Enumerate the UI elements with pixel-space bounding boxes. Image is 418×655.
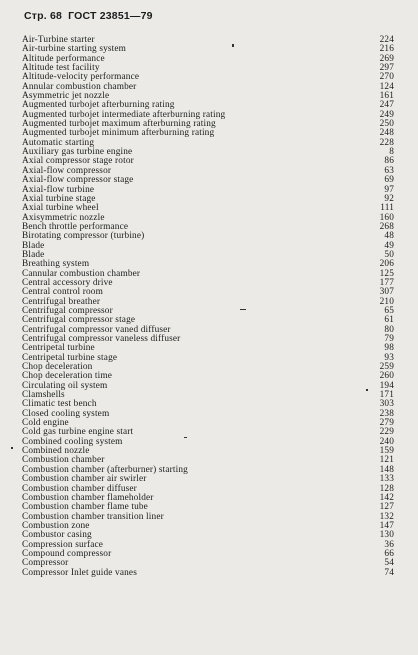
index-term: Cold gas turbine engine start — [22, 427, 134, 438]
index-page-number: 229 — [379, 427, 394, 438]
index-term: Augmented turbojet minimum afterburning rating — [22, 128, 215, 139]
index-page-number: 121 — [379, 455, 394, 466]
index-term: Circulating oil system — [22, 380, 108, 391]
index-term: Combustor casing — [22, 530, 92, 541]
index-page-number: 142 — [379, 492, 394, 503]
index-page-number: 161 — [379, 91, 394, 102]
index-term: Altitude-velocity performance — [22, 72, 140, 83]
index-term: Centrifugal compressor vaned diffuser — [22, 324, 171, 335]
index-term: Bench throttle performance — [22, 221, 129, 232]
index-page-number: 224 — [379, 35, 394, 45]
index-page-number: 80 — [384, 324, 394, 335]
index-term: Centrifugal compressor — [22, 305, 113, 316]
index-term: Combustion chamber flame tube — [22, 502, 148, 513]
index-page-number: 133 — [379, 474, 394, 485]
index-term: Cold engine — [22, 418, 69, 429]
index-page-number: 36 — [384, 539, 394, 550]
index-page-number: 148 — [379, 464, 394, 475]
index-page-number: 63 — [384, 165, 394, 176]
index-term: Combined cooling system — [22, 436, 123, 447]
index-term: Combustion chamber (afterburner) starting — [22, 464, 188, 475]
index-page-number: 260 — [379, 371, 394, 382]
index-term: Blade — [22, 249, 45, 260]
index-term: Combustion chamber flameholder — [22, 492, 154, 503]
index-page-number: 160 — [379, 212, 394, 223]
index-term: Chop deceleration — [22, 362, 93, 373]
index-term: Altitude performance — [22, 53, 105, 64]
index-page-number: 74 — [384, 567, 394, 578]
index-term: Augmented turbojet maximum afterburning rating — [22, 119, 216, 130]
index-term: Combustion chamber diffuser — [22, 483, 137, 494]
index-page-number: 50 — [384, 249, 394, 260]
index-page-number: 259 — [379, 362, 394, 373]
index-term: Combined nozzle — [22, 446, 90, 457]
index-page-number: 130 — [379, 530, 394, 541]
term-index — [22, 36, 394, 578]
index-page-number: 65 — [384, 305, 394, 316]
index-term: Combustion chamber air swirler — [22, 474, 147, 485]
print-speck — [11, 447, 13, 449]
index-page-number: 8 — [389, 147, 394, 158]
index-term: Combustion zone — [22, 520, 90, 531]
index-page-number: 132 — [379, 511, 394, 522]
index-entry — [22, 569, 394, 578]
index-page-number: 297 — [379, 63, 394, 74]
page-number-label: Стр. 68 — [24, 10, 63, 22]
index-term: Axial-flow compressor stage — [22, 175, 134, 186]
index-page-number: 128 — [379, 483, 394, 494]
index-term: Blade — [22, 240, 45, 251]
print-speck — [232, 44, 234, 47]
index-term: Axial turbine wheel — [22, 203, 99, 214]
index-page-number: 125 — [379, 268, 394, 279]
print-speck — [184, 437, 187, 438]
print-speck — [366, 389, 368, 391]
index-term: Clamshells — [22, 390, 65, 401]
index-term: Birotating compressor (turbine) — [22, 231, 145, 242]
index-term: Closed cooling system — [22, 408, 110, 419]
index-page-number: 249 — [379, 109, 394, 120]
index-page-number: 49 — [384, 240, 394, 251]
index-term: Central accessory drive — [22, 277, 113, 288]
index-entry — [22, 550, 394, 559]
index-page-number: 92 — [384, 193, 394, 204]
index-page-number: 48 — [384, 231, 394, 242]
index-term: Compression surface — [22, 539, 104, 550]
index-entry — [22, 242, 394, 251]
index-term: Compressor — [22, 558, 69, 569]
index-term: Axial-flow compressor — [22, 165, 112, 176]
index-page-number: 177 — [379, 277, 394, 288]
index-page-number: 171 — [379, 390, 394, 401]
index-page-number: 69 — [384, 175, 394, 186]
index-page-number: 98 — [384, 343, 394, 354]
index-page-number: 238 — [379, 408, 394, 419]
index-term: Centrifugal compressor stage — [22, 315, 136, 326]
print-speck — [240, 309, 246, 310]
index-page-number: 79 — [384, 334, 394, 344]
index-page-number: 210 — [379, 296, 394, 307]
index-page-number: 147 — [379, 520, 394, 531]
index-page-number: 61 — [384, 315, 394, 326]
index-term: Air-Turbine starter — [22, 35, 95, 45]
index-page-number: 250 — [379, 119, 394, 130]
index-page-number: 127 — [379, 502, 394, 513]
index-term: Altitude test facility — [22, 63, 100, 74]
index-term: Centripetal turbine stage — [22, 352, 118, 363]
index-term: Asymmetric jet nozzle — [22, 91, 110, 102]
index-page-number: 93 — [384, 352, 394, 363]
index-entry — [22, 232, 394, 241]
index-term: Combustion chamber transition liner — [22, 511, 164, 522]
index-page-number: 124 — [379, 81, 394, 92]
index-page-number: 269 — [379, 53, 394, 64]
index-page-number: 159 — [379, 446, 394, 457]
index-term: Central control room — [22, 287, 103, 298]
index-term: Automatic starting — [22, 137, 95, 148]
index-entry — [22, 382, 394, 391]
index-page-number: 216 — [379, 44, 394, 55]
index-page-number: 268 — [379, 221, 394, 232]
index-page-number: 66 — [384, 548, 394, 559]
index-term: Annular combustion chamber — [22, 81, 137, 92]
standard-designation: ГОСТ 23851—79 — [68, 10, 153, 22]
index-page-number: 206 — [379, 259, 394, 270]
index-term: Auxiliary gas turbine engine — [22, 147, 133, 158]
index-page-number: 303 — [379, 399, 394, 410]
index-page-number: 279 — [379, 418, 394, 429]
index-term: Climatic test bench — [22, 399, 97, 410]
index-page-number: 228 — [379, 137, 394, 148]
index-term: Chop deceleration time — [22, 371, 113, 382]
index-page-number: 307 — [379, 287, 394, 298]
index-term: Axial turbine stage — [22, 193, 96, 204]
index-page-number: 97 — [384, 184, 394, 195]
index-term: Centrifugal breather — [22, 296, 101, 307]
index-term: Breathing system — [22, 259, 90, 270]
index-entry — [22, 410, 394, 419]
index-term: Air-turbine starting system — [22, 44, 127, 55]
index-term: Cannular combustion chamber — [22, 268, 141, 279]
index-term: Axisymmetric nozzle — [22, 212, 105, 223]
index-page-number: 54 — [384, 558, 394, 569]
index-term: Centripetal turbine — [22, 343, 95, 354]
index-page-number: 86 — [384, 156, 394, 167]
index-page-number: 111 — [380, 203, 394, 214]
page-header — [24, 10, 153, 22]
index-term: Axial compressor stage rotor — [22, 156, 134, 167]
index-page-number: 270 — [379, 72, 394, 83]
index-term: Combustion chamber — [22, 455, 105, 466]
index-term: Compressor Inlet guide vanes — [22, 567, 137, 578]
index-term: Centrifugal compressor vaneless diffuser — [22, 334, 181, 344]
index-page-number: 247 — [379, 100, 394, 111]
index-term: Axial-flow turbine — [22, 184, 95, 195]
index-page-number: 248 — [379, 128, 394, 139]
index-page-number: 240 — [379, 436, 394, 447]
index-page-number: 194 — [379, 380, 394, 391]
index-term: Augmented turbojet afterburning rating — [22, 100, 175, 111]
index-term: Augmented turbojet intermediate afterburning rating — [22, 109, 226, 120]
index-term: Compound compressor — [22, 548, 112, 559]
